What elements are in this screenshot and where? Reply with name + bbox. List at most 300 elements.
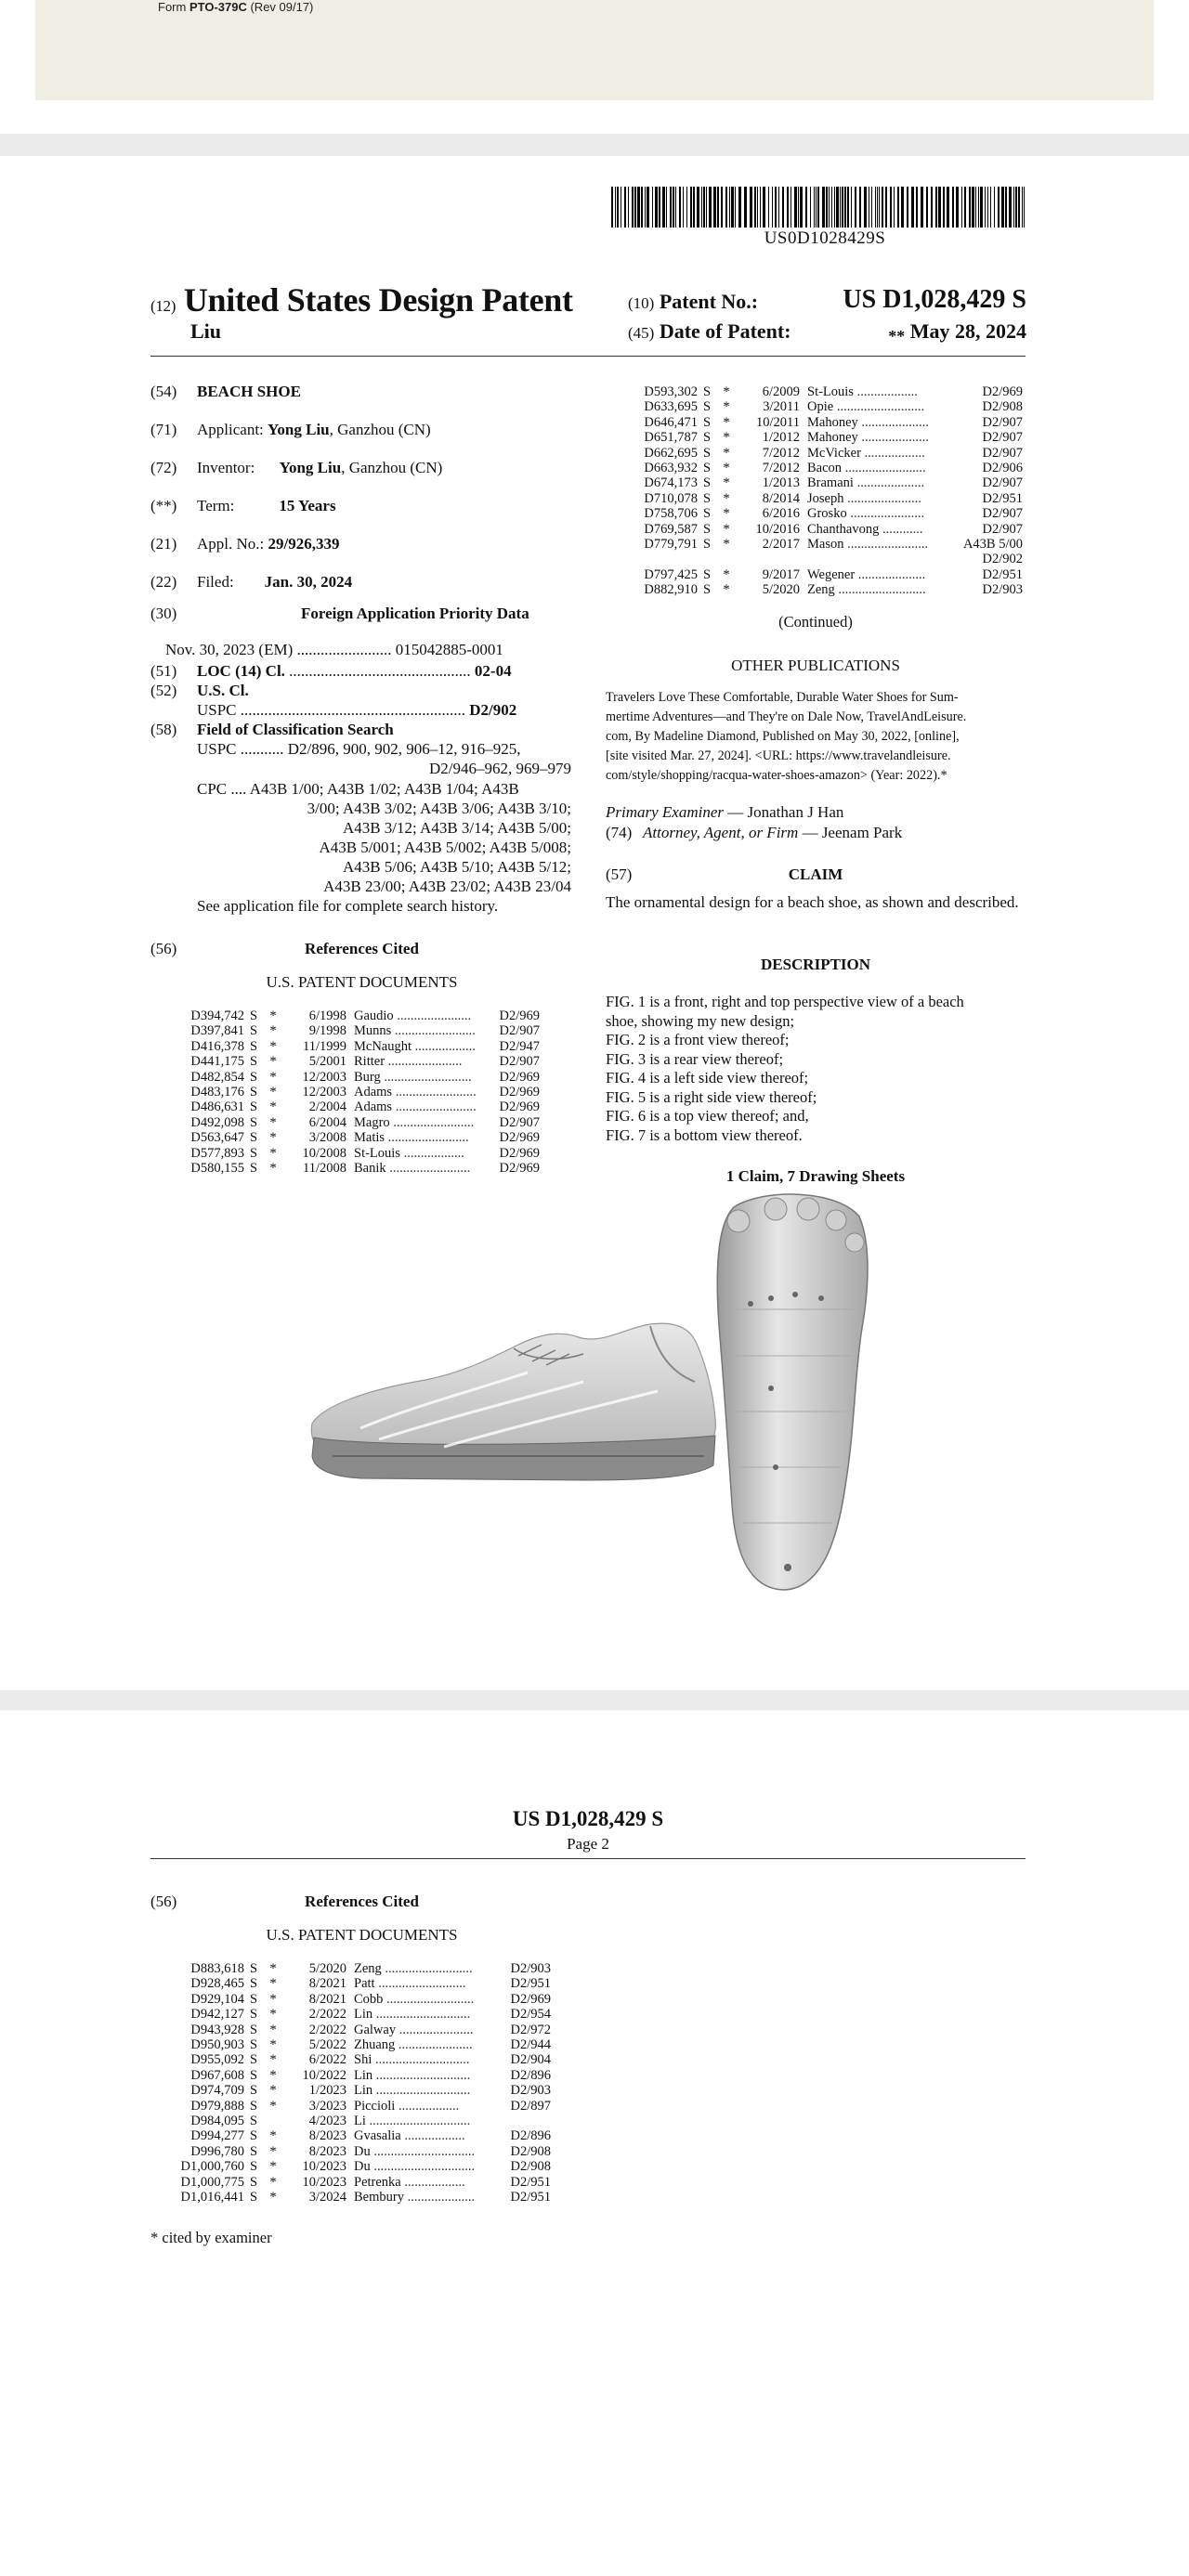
ref-class: D2/951 [510,2174,551,2190]
inventor-location: , Ganzhou (CN) [341,459,443,476]
shoe-bottom-view-figure [706,1189,873,1597]
form-prefix: Form [158,0,189,14]
barcode-bar [735,187,736,228]
leader-dots: ........................ [842,461,926,476]
code-52: (52) [150,682,177,699]
barcode-bar [926,187,928,228]
patent-title-line [150,280,573,319]
leader-dots: ............................ [372,2052,470,2068]
ref-kind: S [702,490,712,506]
ref-kind: S [249,1099,258,1115]
ref-date: 3/2008 [308,1130,346,1146]
applicant-location: , Ganzhou (CN) [329,421,431,438]
see-application-file: See application file for complete search history. [197,897,499,915]
reference-row [175,2175,551,2190]
ref-class: D2/969 [499,1145,540,1161]
barcode-bar [790,187,791,228]
barcode-bar [901,187,904,228]
ref-class: D2/907 [982,414,1023,430]
shoe-side-view-figure [305,1317,721,1484]
barcode-bar [817,187,819,228]
ref-kind: S [249,2128,258,2144]
form-rev: (Rev 09/17) [246,0,314,14]
code-71: (71) [150,421,177,438]
desc-line: shoe, showing my new design; [606,1011,795,1030]
ref-number: D593,302 [644,384,698,399]
ref-name: Adams ........................ [354,1085,477,1100]
previous-page-sheet [0,0,1189,134]
ref-date: 1/2013 [762,475,800,491]
ref-class: A43B 5/00 [962,537,1023,553]
ref-name: Burg .......................... [354,1069,472,1085]
desc-line: FIG. 6 is a top view thereof; and, [606,1107,809,1125]
reference-row [175,2190,551,2205]
ref-number: D758,706 [644,506,698,522]
ref-date: 8/2021 [308,1976,346,1992]
barcode-bar [964,187,966,228]
ref-number: D663,932 [644,461,698,476]
barcode-bar [634,187,636,228]
references-table-right [639,384,1023,598]
leader-dots: ........................ [843,537,929,553]
ref-cited-mark: * [269,2007,277,2023]
ref-number: D1,000,760 [180,2159,244,2175]
ref-number: D996,780 [190,2143,244,2159]
reference-row [175,1976,551,1991]
ref-kind: S [702,461,712,476]
barcode-bar [701,187,702,228]
ref-number: D674,173 [644,475,698,491]
ref-date: 3/2024 [308,2190,346,2205]
ref-class: D2/907 [982,445,1023,461]
barcode-bar [794,187,797,228]
leader-dots: .............................. [370,2159,476,2175]
ref-name: McNaught .................. [354,1038,476,1054]
ref-date: 5/2022 [308,2037,346,2053]
ref-class: D2/951 [510,1976,551,1992]
ref-number: D1,000,775 [180,2174,244,2190]
ref-name: Zeng .......................... [354,1961,473,1976]
ref-number: D974,709 [190,2083,244,2099]
ref-class: D2/903 [510,2083,551,2099]
barcode-bar [763,187,765,228]
cpc-line-3: A43B 3/12; A43B 3/14; A43B 5/00; [342,819,571,837]
barcode-bar [990,187,991,228]
page2-us-patent-docs: U.S. PATENT DOCUMENTS [266,1926,458,1944]
ref-date: 3/2011 [763,399,800,415]
ref-date: 8/2023 [308,2128,346,2144]
other-publications-text [606,688,1026,786]
ref-number: D563,647 [190,1130,244,1146]
barcode-bar [1005,187,1007,228]
ref-date: 1/2012 [762,430,800,446]
leader-dots: ...................... [393,1008,472,1023]
ref-number: D967,608 [190,2067,244,2083]
continued-note: (Continued) [778,613,853,631]
ref-name: Lin ............................ [354,2067,471,2083]
ref-kind: S [249,1976,258,1992]
barcode-bar [750,187,752,228]
barcode-bar [666,187,667,228]
claims-sheets-count: 1 Claim, 7 Drawing Sheets [725,1167,906,1185]
barcode-bar [938,187,941,228]
leader-dots: .................. [395,2098,460,2114]
ref-number [639,552,698,566]
ref-cited-mark: * [723,461,730,476]
reference-row [186,1130,540,1145]
bib-title [150,383,301,401]
barcode-bar [943,187,945,228]
applicant-name: Yong Liu [268,421,330,438]
leader-dots: .................... [857,414,929,430]
leader-dots: ............................ [372,2083,471,2099]
examiner-label: Primary Examiner [606,803,725,821]
loc-dots: .............................................. [284,662,471,680]
ref-kind: S [249,2022,258,2037]
barcode-bar [679,187,681,228]
patent-number: US D1,028,429 S [843,285,1026,314]
reference-row [639,582,1023,597]
ref-class: D2/969 [499,1130,540,1146]
barcode-bar [675,187,676,228]
ref-name: Mahoney .................... [807,430,929,446]
ref-name: Joseph ...................... [807,490,921,506]
ref-number: D928,465 [190,1976,244,1992]
code-54: (54) [150,383,177,400]
ref-class: D2/903 [982,582,1023,598]
ref-kind: S [702,430,712,446]
ref-date: 10/2022 [302,2067,346,2083]
barcode-bar [645,187,646,228]
ref-name: Gaudio ...................... [354,1008,472,1023]
ref-kind: S [249,2190,258,2205]
ref-cited-mark: * [269,2143,277,2159]
ref-class: D2/896 [510,2067,551,2083]
barcode-bar [721,187,723,228]
reference-row [175,2023,551,2037]
barcode-bar [738,187,741,228]
code-57: (57) [606,865,633,883]
ref-cited-mark: * [723,506,730,522]
ref-number: D577,893 [190,1145,244,1161]
ref-date: 10/2011 [756,414,800,430]
ref-name: Du .............................. [354,2143,476,2159]
ref-cited-mark: * [723,414,730,430]
ref-name: McVicker .................. [807,445,925,461]
ref-kind: S [702,506,712,522]
ref-number: D646,471 [644,414,698,430]
ref-number: D883,618 [190,1961,244,1976]
other-publications-title: OTHER PUBLICATIONS [731,657,900,674]
date-value: May 28, 2024 [909,319,1026,343]
ref-name: Zhuang ...................... [354,2037,473,2053]
code-74: (74) [606,824,633,841]
leader-dots: ...................... [395,2037,473,2053]
ref-class: D2/902 [982,552,1023,567]
ref-cited-mark: * [723,430,730,446]
page2-patent-number: US D1,028,429 S [512,1807,664,1830]
barcode-bar [662,187,665,228]
barcode-bar [879,187,880,228]
bib-priority-title [150,605,529,623]
ref-cited-mark: * [269,1161,277,1177]
barcode-bar [1015,187,1017,228]
reference-row [639,399,1023,414]
ref-class: D2/951 [982,566,1023,582]
ref-class: D2/944 [510,2037,551,2053]
cpc-line-2: 3/00; A43B 3/02; A43B 3/06; A43B 3/10; [307,800,571,817]
barcode-bar [1013,187,1014,228]
other-pub-line: [site visited Mar. 27, 2024]. <URL: https://www.travelandleisure. [606,748,951,763]
uspc-line [197,701,516,720]
ref-kind: S [702,445,712,461]
reference-row [186,1161,540,1176]
cpc-line-5: A43B 5/06; A43B 5/10; A43B 5/12; [342,858,571,876]
desc-line: FIG. 4 is a left side view thereof; [606,1069,809,1086]
ref-date: 2/2022 [308,2007,346,2023]
leader-dots: .............................. [365,2114,471,2129]
barcode-bar [961,187,962,228]
ref-kind: S [249,1054,258,1070]
desc-line: FIG. 1 is a front, right and top perspective view of a beach [606,993,964,1010]
ref-number: D394,742 [190,1008,244,1023]
leader-dots: ........................ [391,1023,476,1039]
page2-code-56: (56) [150,1893,177,1910]
description-title: DESCRIPTION [760,956,871,973]
ref-cited-mark: * [269,1991,277,2007]
ref-name: Gvasalia .................. [354,2128,465,2144]
date-label-line [628,319,791,344]
barcode-bar [831,187,832,228]
bib-inventor [150,459,442,477]
attorney [606,824,902,842]
barcode-bar [935,187,937,228]
term-label: Term: [197,497,235,514]
ref-cited-mark: * [723,537,730,553]
barcode [611,187,1027,228]
reference-row [175,2128,551,2143]
barcode-bar [972,187,974,228]
barcode-bar [772,187,773,228]
references-cited-title: References Cited [305,940,419,957]
barcode-bar [744,187,747,228]
barcode-text: US0D1028429S [764,228,886,248]
barcode-bar [816,187,817,228]
code-21: (21) [150,535,177,553]
ref-date: 6/2016 [762,506,800,522]
barcode-bar [729,187,730,228]
ref-date: 5/2020 [308,1961,346,1976]
barcode-bar [998,187,1000,228]
ref-cited-mark: * [269,2190,277,2205]
code-22: (22) [150,573,177,591]
header-rule [150,356,1026,357]
bib-applicant [150,421,431,439]
code-58: (58) [150,721,177,738]
reference-row [639,446,1023,461]
appl-no: 29/926,339 [268,535,340,553]
ref-date: 11/1999 [303,1038,346,1054]
ref-name: Banik ........................ [354,1161,471,1177]
reference-row [175,2007,551,2022]
uspc-label: USPC [197,701,237,719]
ref-number: D950,903 [190,2037,244,2053]
barcode-bar [947,187,949,228]
ref-name: Lin ............................ [354,2007,471,2023]
ref-name: Mason ........................ [807,537,929,553]
ref-date: 7/2012 [762,461,800,476]
ref-kind: S [249,2067,258,2083]
ref-class: D2/951 [982,490,1023,506]
ref-class: D2/969 [499,1008,540,1023]
uscl-label: U.S. Cl. [197,682,249,699]
ref-name: Bramani .................... [807,475,925,491]
bib-term [150,497,336,515]
uspc-search-b: D2/946–962, 969–979 [429,760,571,777]
other-pub-line: com/style/shopping/racqua-water-shoes-amazon> (Year: 2022).* [606,768,947,783]
ref-date: 12/2003 [302,1085,346,1100]
ref-name: Grosko ...................... [807,506,925,522]
ref-name: Bembury .................... [354,2190,476,2205]
ref-name: Li .............................. [354,2114,471,2129]
barcode-bar [907,187,908,228]
barcode-bar [690,187,692,228]
ref-kind: S [249,2143,258,2159]
reference-row [175,2068,551,2083]
ref-kind: S [249,1130,258,1146]
ref-cited-mark: * [723,475,730,491]
reference-row [639,506,1023,521]
barcode-bar [1018,187,1020,228]
barcode-bar [916,187,918,228]
barcode-bar [921,187,923,228]
ref-number: D797,425 [644,566,698,582]
ref-number: D662,695 [644,445,698,461]
ref-date: 10/2016 [755,521,800,537]
barcode-bar [655,187,658,228]
reference-row [186,1099,540,1114]
ref-date [737,552,800,566]
leader-dots: .................... [853,475,925,491]
barcode-bar [840,187,841,228]
ref-name: Opie .......................... [807,399,925,415]
ref-class [493,2114,551,2128]
ref-date: 10/2023 [302,2159,346,2175]
cpc-line-4: A43B 5/001; A43B 5/002; A43B 5/008; [319,839,571,856]
reference-row [175,2114,551,2128]
ref-kind: S [249,1991,258,2007]
ref-name: Wegener .................... [807,566,926,582]
ref-number: D397,841 [190,1023,244,1039]
barcode-bar [637,187,640,228]
ref-date: 11/2008 [303,1161,346,1177]
ref-name: Magro ........................ [354,1114,475,1130]
reference-row [186,1070,540,1085]
ref-number: D633,695 [644,399,698,415]
ref-name: Munns ........................ [354,1023,476,1039]
code-72: (72) [150,459,177,476]
reference-row [175,1992,551,2007]
ref-class: D2/907 [499,1023,540,1039]
ref-kind: S [249,2159,258,2175]
reference-row [186,1008,540,1023]
page2-references-table [175,1961,551,2205]
ref-name: Cobb .......................... [354,1991,475,2007]
ref-name: Ritter ...................... [354,1054,463,1070]
barcode-bar [829,187,830,228]
reference-row [639,537,1023,552]
ref-number: D441,175 [190,1054,244,1070]
ref-number: D769,587 [644,521,698,537]
ref-cited-mark: * [269,2128,277,2144]
leader-dots: ............................ [372,2067,471,2083]
ref-date: 1/2023 [308,2083,346,2099]
ref-class: D2/908 [510,2159,551,2175]
ref-number: D779,791 [644,537,698,553]
ref-cited-mark: * [269,1114,277,1130]
leader-dots: .................... [403,2190,476,2205]
ref-class: D2/972 [510,2022,551,2037]
patent-no-label-line [628,290,758,314]
barcode-bar [864,187,867,228]
appl-no-label: Appl. No.: [197,535,265,553]
reference-row [175,2144,551,2159]
ref-kind: S [702,566,712,582]
uspc-dots: ......................................................... [236,701,466,719]
reference-row [175,2099,551,2114]
description-text [606,993,1026,1145]
inventor-name: Yong Liu [279,459,342,476]
cited-by-examiner-note: * cited by examiner [150,2229,272,2246]
ref-date: 7/2012 [762,445,800,461]
barcode-bar [1009,187,1012,228]
reference-row [639,384,1023,399]
uspc-search-a: USPC ........... D2/896, 900, 902, 906–12, 916–925, [197,740,521,758]
reference-row [639,567,1023,582]
ref-date: 8/2023 [308,2143,346,2159]
barcode-bar [882,187,883,228]
barcode-bar [875,187,876,228]
barcode-bar [814,187,815,228]
barcode-bar [611,187,613,228]
barcode-bar [985,187,986,228]
ref-date: 8/2014 [762,490,800,506]
form-footer-band [35,0,1154,100]
code-51: (51) [150,662,177,680]
ref-date: 5/2020 [762,582,800,598]
ref-cited-mark: * [269,2159,277,2175]
barcode-bar [686,187,687,228]
date-label: Date of Patent: [659,319,791,343]
ref-date: 10/2023 [302,2174,346,2190]
ref-class: D2/907 [982,430,1023,446]
leader-dots: ...................... [843,490,921,506]
reference-row [639,491,1023,506]
ref-kind: S [249,2007,258,2023]
barcode-bar [798,187,799,228]
leader-dots: ........................ [385,1130,469,1146]
ref-cited-mark: * [269,1130,277,1146]
barcode-bar [768,187,769,228]
reference-row [175,2037,551,2052]
barcode-bar [810,187,811,228]
ref-name [800,552,947,566]
examiner-name: — Jonathan J Han [724,803,844,821]
ref-date: 9/1998 [308,1023,346,1039]
ref-class: D2/907 [499,1054,540,1070]
barcode-bar [787,187,789,228]
ref-kind: S [249,1961,258,1976]
